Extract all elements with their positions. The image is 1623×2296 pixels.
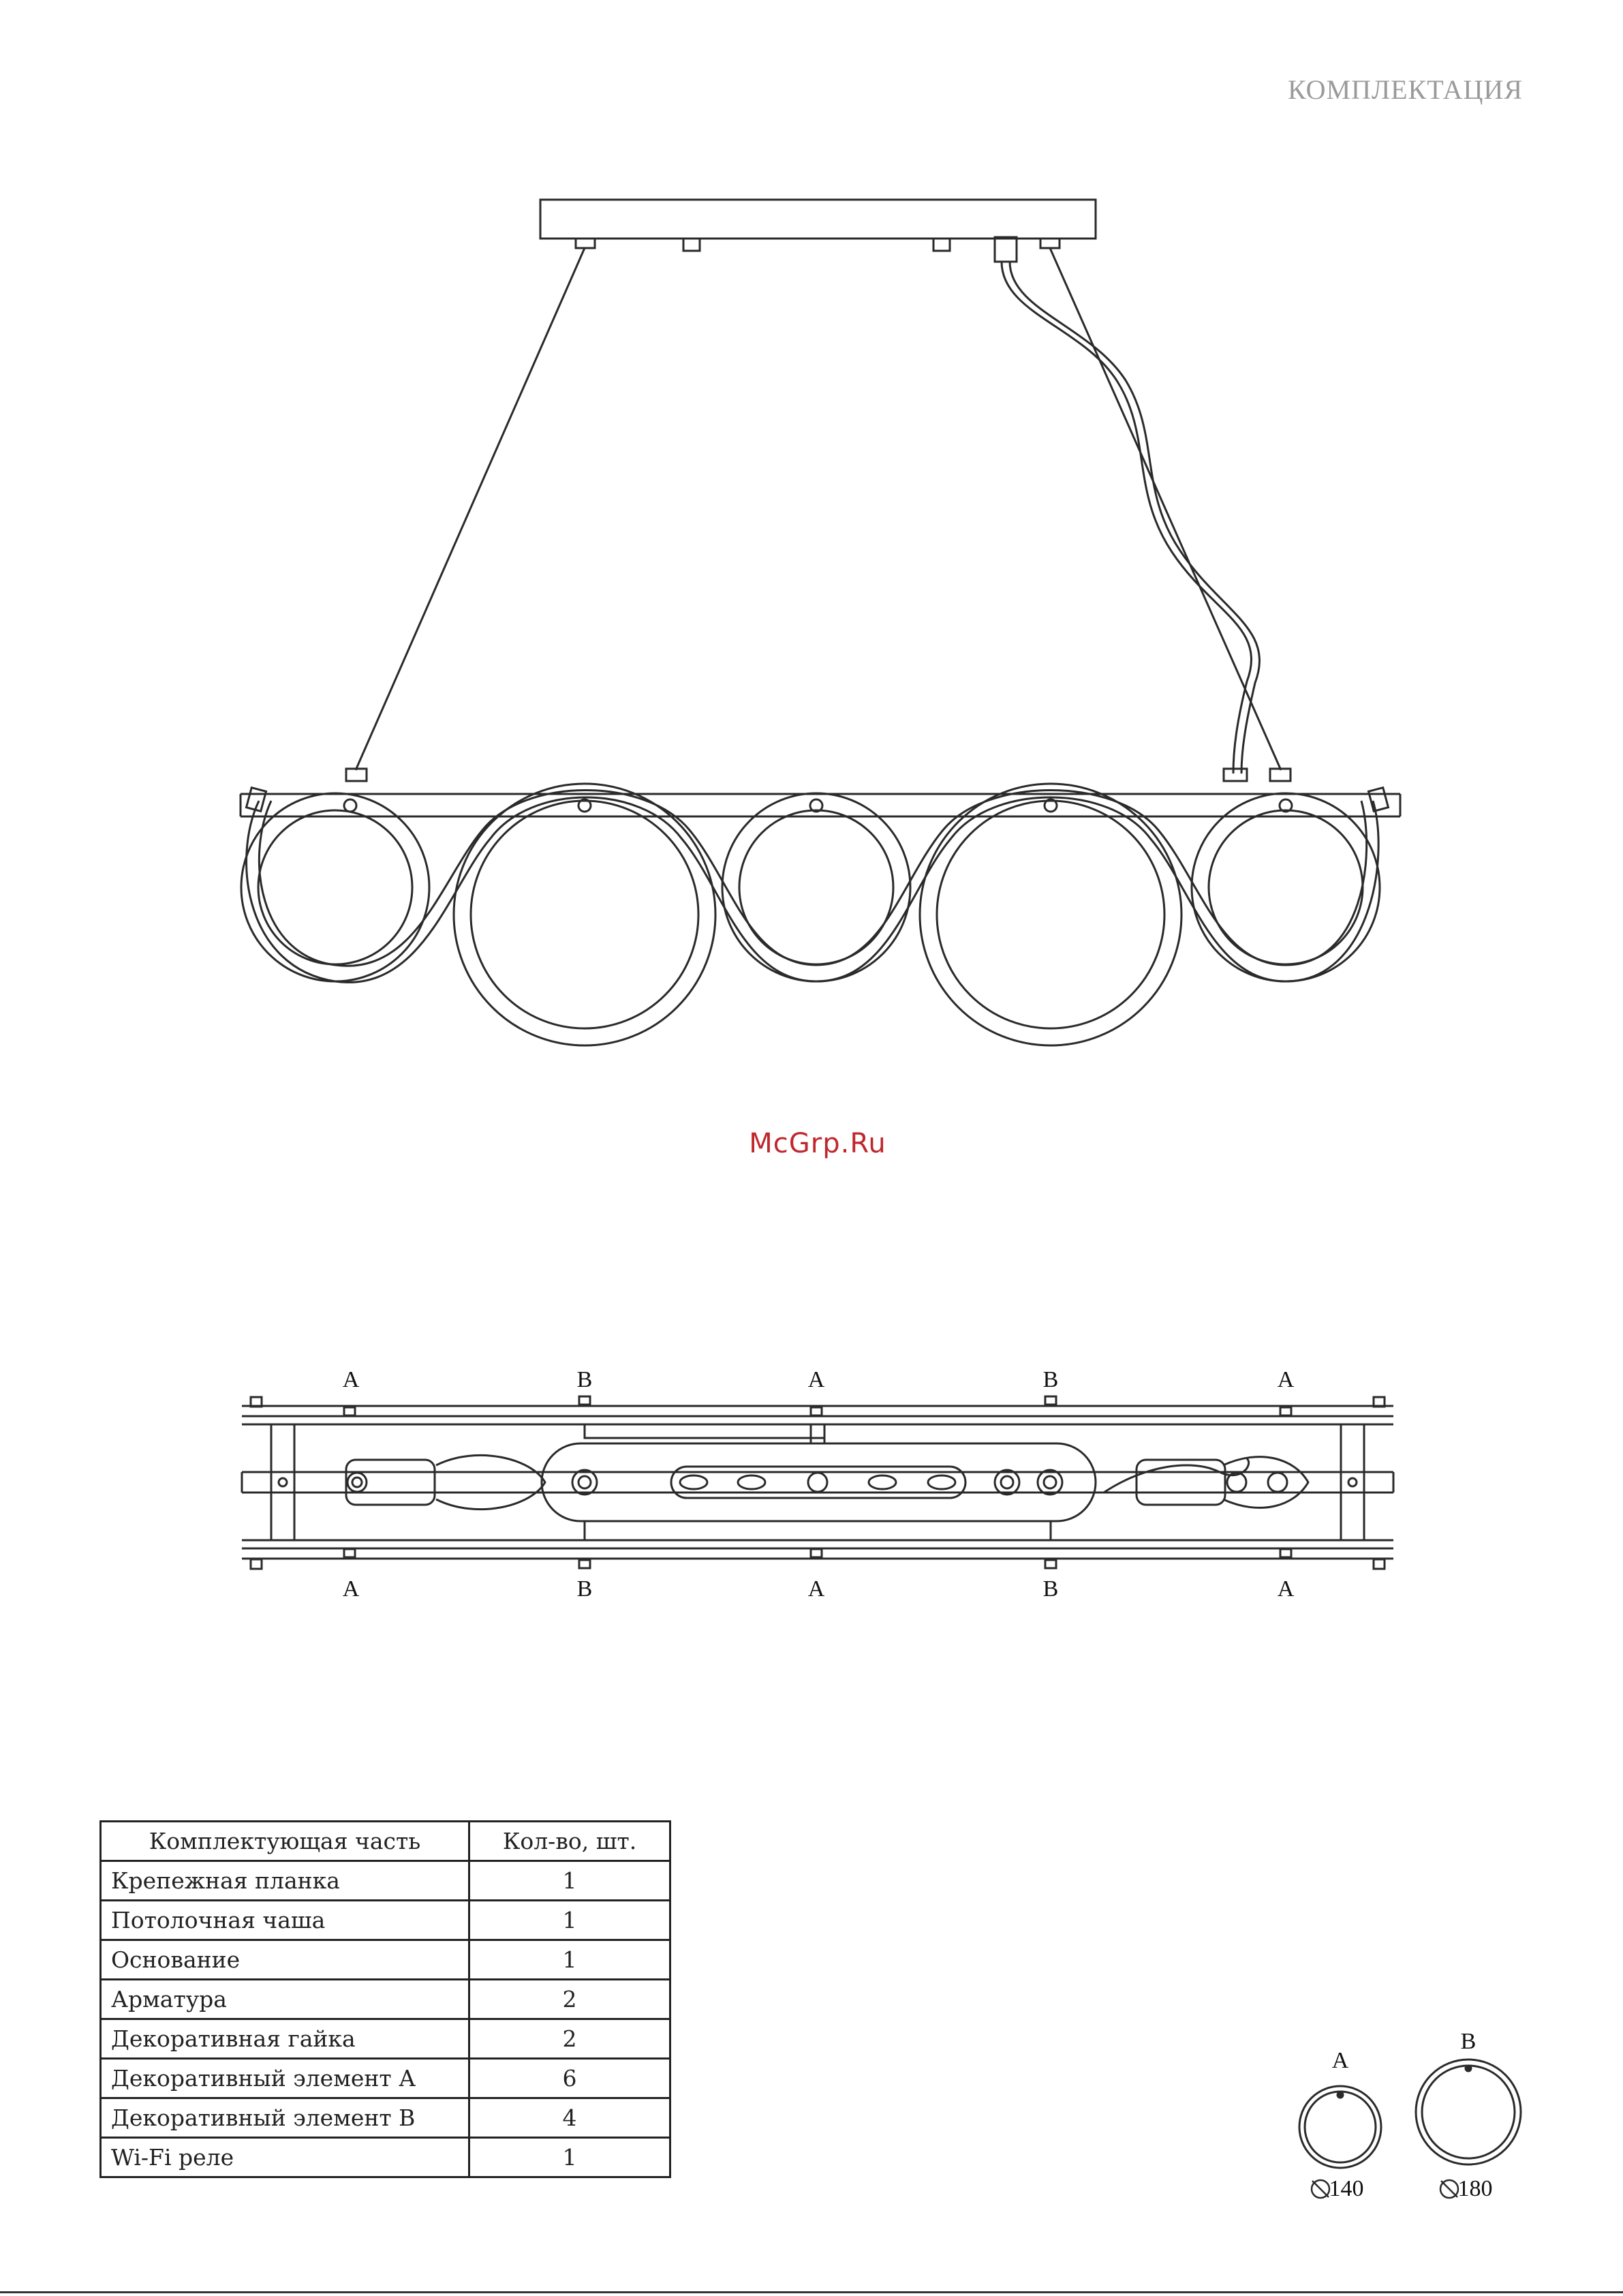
ceiling-canopy xyxy=(540,200,1096,239)
ring-a-diameter: 140 xyxy=(1329,2176,1364,2201)
cable-clamp-cord xyxy=(1224,769,1247,781)
front-view xyxy=(241,200,1400,1045)
top-label: B xyxy=(1042,1367,1059,1392)
bottom-label: A xyxy=(342,1576,360,1602)
part-name: Основание xyxy=(101,1940,469,1980)
ring-a-label: A xyxy=(1331,2048,1349,2073)
part-qty: 1 xyxy=(469,1861,670,1901)
ring-b-icon xyxy=(1416,2060,1521,2164)
header-qty: Кол-во, шт. xyxy=(469,1822,670,1861)
part-name: Декоративный элемент В xyxy=(101,2098,469,2138)
ring-a-1 xyxy=(241,793,429,981)
top-view xyxy=(242,1396,1393,1569)
part-name: Арматура xyxy=(101,1980,469,2019)
ring-b-1 xyxy=(454,784,715,1045)
part-qty: 2 xyxy=(469,2019,670,2059)
part-name: Wi-Fi реле xyxy=(101,2138,469,2177)
table-row xyxy=(101,2019,670,2059)
part-qty: 1 xyxy=(469,2138,670,2177)
top-label: B xyxy=(576,1367,593,1392)
bottom-label: B xyxy=(1042,1576,1059,1602)
cable-clamp-left xyxy=(346,769,367,781)
table-row xyxy=(101,1861,670,1901)
watermark: McGrp.Ru xyxy=(749,1128,886,1159)
table-row xyxy=(101,2059,670,2098)
table-row xyxy=(101,1901,670,1940)
bottom-label: A xyxy=(807,1576,825,1602)
part-qty: 4 xyxy=(469,2098,670,2138)
ring-a-2 xyxy=(722,793,910,981)
part-qty: 6 xyxy=(469,2059,670,2098)
top-label: A xyxy=(342,1367,360,1392)
part-name: Крепежная планка xyxy=(101,1861,469,1901)
top-label: A xyxy=(807,1367,825,1392)
ring-b-2 xyxy=(920,784,1181,1045)
table-row xyxy=(101,2138,670,2177)
top-label: A xyxy=(1277,1367,1295,1392)
bottom-label: B xyxy=(576,1576,593,1602)
table-row xyxy=(101,1980,670,2019)
table-row xyxy=(101,2098,670,2138)
section-title: КОМПЛЕКТАЦИЯ xyxy=(1287,74,1523,105)
part-name: Декоративный элемент А xyxy=(101,2059,469,2098)
table-header-row xyxy=(101,1822,670,1861)
bottom-label: A xyxy=(1277,1576,1295,1602)
part-qty: 1 xyxy=(469,1940,670,1980)
table-row xyxy=(101,1940,670,1980)
part-name: Декоративная гайка xyxy=(101,2019,469,2059)
part-qty: 1 xyxy=(469,1901,670,1940)
part-qty: 2 xyxy=(469,1980,670,2019)
parts-table xyxy=(99,1820,671,2178)
ring-b-diameter: 180 xyxy=(1457,2176,1493,2201)
header-part: Комплектующая часть xyxy=(101,1822,469,1861)
ring-a-3 xyxy=(1192,793,1380,981)
cable-clamp-right xyxy=(1270,769,1290,781)
part-name: Потолочная чаша xyxy=(101,1901,469,1940)
ring-b-label: B xyxy=(1460,2029,1477,2054)
bottom-divider xyxy=(0,2291,1623,2293)
